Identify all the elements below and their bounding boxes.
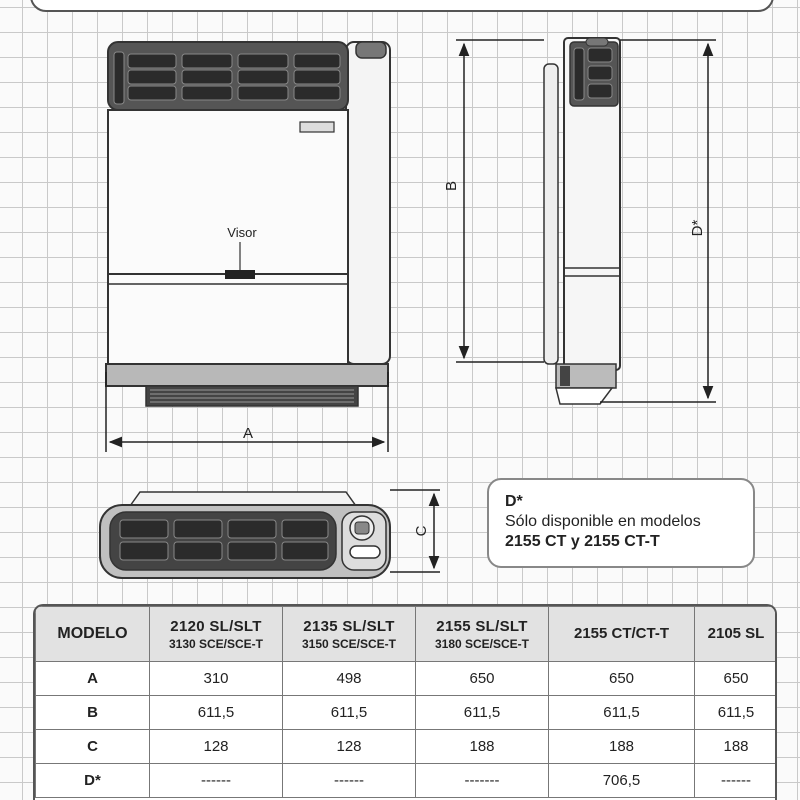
table-cell: 650 xyxy=(695,662,778,696)
column-header: 2120 SL/SLT 3130 SCE/SCE-T xyxy=(150,607,283,662)
note-models: 2155 CT y 2155 CT-T xyxy=(505,533,660,550)
availability-note xyxy=(487,478,755,568)
table-row xyxy=(36,764,778,798)
table-row xyxy=(36,730,778,764)
column-header: 2105 SL xyxy=(695,607,778,662)
table-cell: 650 xyxy=(416,662,549,696)
row-label: A xyxy=(36,662,150,696)
table-cell: 498 xyxy=(283,662,416,696)
table-cell: 611,5 xyxy=(695,696,778,730)
table-cell: 611,5 xyxy=(416,696,549,730)
table-cell: 611,5 xyxy=(150,696,283,730)
row-label: C xyxy=(36,730,150,764)
top-view-heater xyxy=(100,492,390,578)
front-view-heater xyxy=(106,42,390,406)
note-text: Sólo disponible en modelos xyxy=(505,513,701,530)
dimension-c-label: C xyxy=(413,525,430,537)
table-cell: 611,5 xyxy=(549,696,695,730)
table-cell: 188 xyxy=(695,730,778,764)
dimension-a-label: A xyxy=(242,425,254,442)
table-cell: 188 xyxy=(416,730,549,764)
table-cell: 128 xyxy=(283,730,416,764)
table-cell: ------ xyxy=(695,764,778,798)
table-cell: ------- xyxy=(416,764,549,798)
table-cell: 706,5 xyxy=(549,764,695,798)
visor-window xyxy=(225,270,255,279)
table-cell: ------ xyxy=(150,764,283,798)
table-row xyxy=(36,696,778,730)
note-title: D* xyxy=(505,493,523,510)
column-header: 2135 SL/SLT 3150 SCE/SCE-T xyxy=(283,607,416,662)
column-header: 2155 SL/SLT 3180 SCE/SCE-T xyxy=(416,607,549,662)
visor-label: Visor xyxy=(227,225,257,240)
side-view-heater xyxy=(544,38,620,404)
column-header-modelo: MODELO xyxy=(36,607,150,662)
row-label: D* xyxy=(36,764,150,798)
table-cell: ------ xyxy=(283,764,416,798)
dimension-b-line xyxy=(456,40,544,362)
table-cell: 188 xyxy=(549,730,695,764)
table-cell: 310 xyxy=(150,662,283,696)
dimensions-table xyxy=(33,604,777,800)
table-cell: 611,5 xyxy=(283,696,416,730)
table-cell: 650 xyxy=(549,662,695,696)
row-label: B xyxy=(36,696,150,730)
table-row xyxy=(36,662,778,696)
table-cell: 128 xyxy=(150,730,283,764)
table-header-row xyxy=(36,607,778,662)
top-grille xyxy=(114,52,340,104)
dimension-d-label: D* xyxy=(689,219,706,237)
dimension-b-label: B xyxy=(443,180,460,192)
logo-badge xyxy=(300,122,334,132)
column-header: 2155 CT/CT-T xyxy=(549,607,695,662)
